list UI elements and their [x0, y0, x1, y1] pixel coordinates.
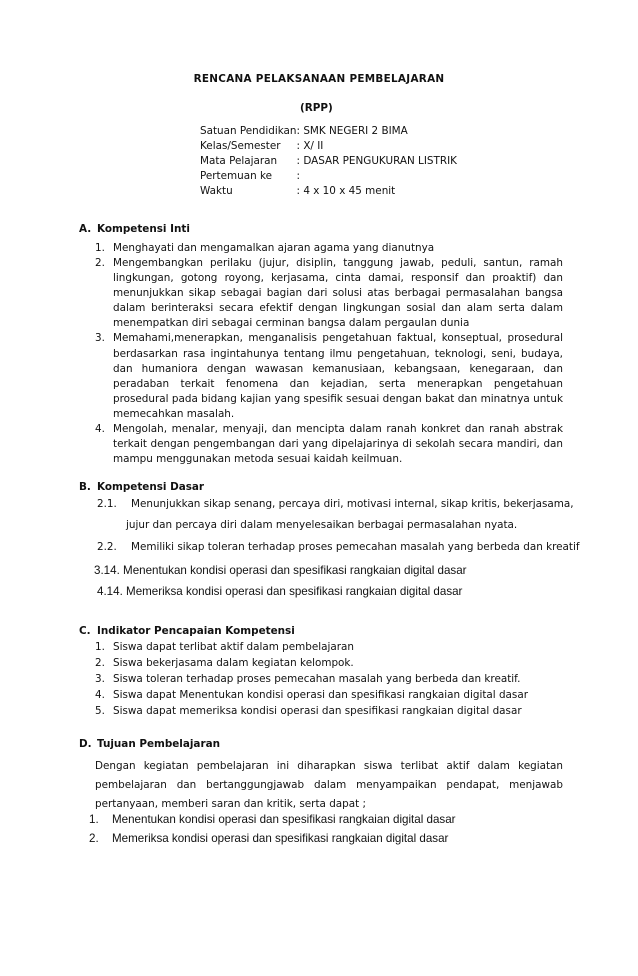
item-number: 2.2.: [97, 541, 117, 553]
identity-row: [200, 154, 457, 169]
item-number: 3.: [95, 332, 105, 345]
item-number: 4.: [95, 422, 105, 435]
item-text: Menentukan kondisi operasi dan spesifikasi rangkaian digital dasar: [123, 564, 467, 577]
identity-label: Kelas/Semester: [200, 140, 281, 153]
identity-label: Waktu: [200, 185, 233, 198]
item-text: Memeriksa kondisi operasi dan spesifikasi rangkaian digital dasar: [126, 585, 463, 598]
tujuan-list: [89, 812, 456, 850]
item-text: Siswa dapat memeriksa kondisi operasi dan spesifikasi rangkaian digital dasar: [113, 705, 522, 717]
item-text: Memiliki sikap toleran terhadap proses pemecahan masalah yang berbeda dan kreatif: [131, 541, 580, 553]
section-title: Kompetensi Inti: [97, 223, 190, 235]
section-letter: A.: [79, 223, 92, 235]
item-text: Memeriksa kondisi operasi dan spesifikasi rangkaian digital dasar: [112, 832, 449, 845]
section-heading-b: [79, 480, 204, 495]
identity-row: [200, 169, 457, 184]
section-title: Tujuan Pembelajaran: [97, 738, 220, 750]
item-text: Mengembangkan perilaku (jujur, disiplin, tanggung jawab, peduli, santun, ramah lingkungan, gotong royong, kerjasama, cinta damai, responsif dan proaktif) dan menunjukkan sikap sebagai bagian dari solusi atas berbagai permasalahan bangsa dalam berinteraksi secara efektif dengan lingkungan sosial dan alam serta dalam menempatkan diri sebagai cerminan bangsa dalam pergaulan dunia: [113, 257, 563, 330]
kompetensi-dasar-item: [97, 540, 580, 555]
kompetensi-inti-list: [95, 241, 563, 467]
list-item: [95, 656, 528, 672]
item-number: 5.: [95, 705, 105, 717]
identity-label: Satuan Pendidikan: [200, 125, 297, 137]
item-number: 3.: [95, 673, 105, 685]
item-number: 2.: [95, 257, 105, 270]
identity-value: : DASAR PENGUKURAN LISTRIK: [296, 155, 457, 168]
item-number: 2.1.: [97, 498, 117, 510]
kompetensi-dasar-item: [97, 584, 563, 601]
list-item: [95, 688, 528, 704]
list-item: [95, 256, 563, 331]
item-text: Siswa dapat terlibat aktif dalam pembelajaran: [113, 641, 354, 653]
section-title: Kompetensi Dasar: [97, 481, 205, 493]
section-heading-d: [79, 737, 220, 752]
section-letter: D.: [79, 738, 92, 750]
item-number: 1.: [95, 242, 105, 254]
item-number: 2.: [89, 832, 99, 845]
identity-value: : X/ II: [296, 140, 324, 153]
identity-row: [200, 139, 457, 154]
identity-label: Mata Pelajaran: [200, 155, 278, 168]
item-text: Siswa bekerjasama dalam kegiatan kelompok.: [113, 657, 354, 669]
identity-label: Pertemuan ke: [200, 170, 273, 183]
item-number: 4.14.: [97, 585, 123, 598]
list-item: [95, 640, 528, 656]
list-item: [95, 422, 563, 467]
item-text: Menghayati dan mengamalkan ajaran agama yang dianutnya: [113, 242, 435, 254]
section-heading-c: [79, 624, 295, 639]
section-title: Indikator Pencapaian Kompetensi: [97, 625, 295, 637]
item-number: 1.: [95, 641, 105, 653]
identity-value: : 4 x 10 x 45 menit: [296, 185, 396, 198]
document-title: RENCANA PELAKSANAAN PEMBELAJARAN: [193, 73, 445, 85]
list-item: [89, 831, 456, 850]
indikator-list: [95, 640, 528, 720]
list-item: [95, 672, 528, 688]
list-item: [95, 704, 528, 720]
section-heading-a: [79, 222, 190, 237]
list-item: [95, 331, 563, 421]
kompetensi-dasar-item: [97, 497, 574, 512]
item-text: Menunjukkan sikap senang, percaya diri, motivasi internal, sikap kritis, bekerjasama,: [131, 498, 574, 510]
identity-row: [200, 124, 457, 139]
item-number: 4.: [95, 689, 105, 701]
kompetensi-dasar-item-continuation: jujur dan percaya diri dalam menyelesaikan berbagai permasalahan nyata.: [126, 519, 518, 531]
tujuan-intro: Dengan kegiatan pembelajaran ini diharapkan siswa terlibat aktif dalam kegiatan pembelajaran dan bertanggungjawab dalam menyampaikan pendapat, menjawab pertanyaan, memberi saran dan kritik, serta dapat ;: [95, 760, 563, 810]
identity-value: :: [296, 170, 301, 183]
item-number: 2.: [95, 657, 105, 669]
item-number: 1.: [89, 813, 99, 826]
identity-value: : SMK NEGERI 2 BIMA: [296, 125, 408, 137]
item-text: Siswa toleran terhadap proses pemecahan masalah yang berbeda dan kreatif.: [113, 673, 521, 685]
identity-table: [200, 124, 457, 199]
item-text: Mengolah, menalar, menyaji, dan mencipta dalam ranah konkret dan ranah abstrak terkait dengan pengembangan dari yang dipelajarinya di sekolah secara mandiri, dan mampu menggunakan metoda sesuai kaidah keilmuan.: [113, 422, 563, 466]
item-text: Siswa dapat Menentukan kondisi operasi dan spesifikasi rangkaian digital dasar: [113, 689, 528, 701]
item-number: 3.14.: [94, 564, 120, 577]
section-letter: C.: [79, 625, 91, 637]
list-item: [95, 241, 563, 256]
kompetensi-dasar-item: [94, 563, 560, 580]
item-text: Memahami,menerapkan, menganalisis pengetahuan faktual, konseptual, prosedural berdasarkan rasa ingintahunya tentang ilmu pengetahuan, teknologi, seni, budaya, dan humaniora dengan wawasan kemanusiaan, kebangsaan, kenegaraan, dan peradaban terkait fenomena dan kejadian, serta menerapkan pengetahuan prosedural pada bidang kajian yang spesifik sesuai dengan bakat dan minatnya untuk memecahkan masalah.: [113, 332, 563, 420]
document-subtitle: (RPP): [300, 102, 333, 114]
identity-row: [200, 184, 457, 199]
item-text: Menentukan kondisi operasi dan spesifikasi rangkaian digital dasar: [112, 813, 456, 826]
section-letter: B.: [79, 481, 91, 493]
list-item: [89, 812, 456, 831]
